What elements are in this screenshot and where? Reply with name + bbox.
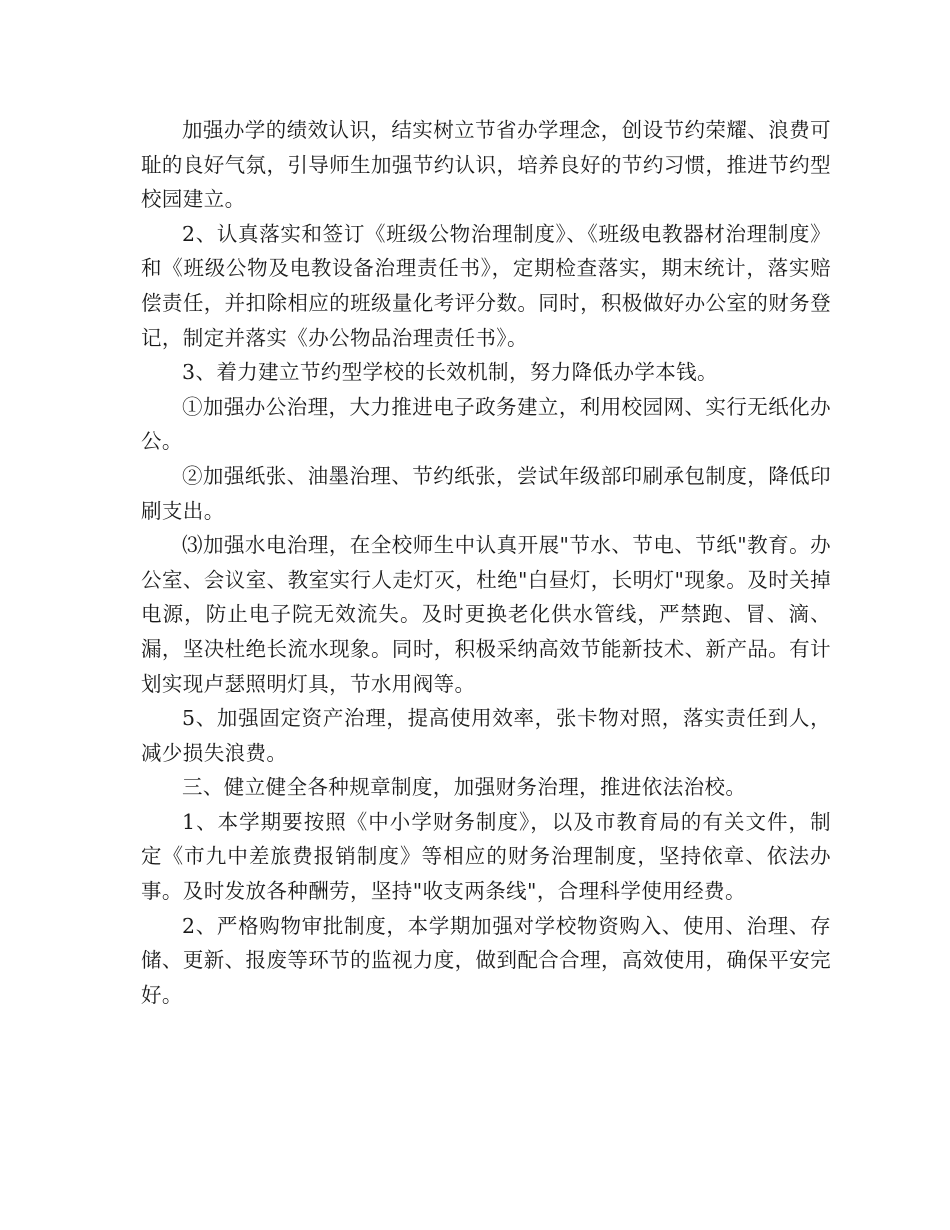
document-body <box>141 113 831 1012</box>
paragraph-1: 加强办学的绩效认识，结实树立节省办学理念，创设节约荣耀、浪费可耻的良好气氛，引导师生加强节约认识，培养良好的节约习惯，推进节约型校园建立。 <box>141 118 831 212</box>
paragraph-3: 3、着力建立节约型学校的长效机制，努力降低办学本钱。 <box>182 360 718 385</box>
paragraph-8: 三、健立健全各种规章制度，加强财务治理，推进依法治校。 <box>182 775 747 800</box>
paragraph-9: 1、本学期要按照《中小学财务制度》，以及市教育局的有关文件，制定《市九中差旅费报销制度》等相应的财务治理制度，坚持依章、依法办事。及时发放各种酬劳，坚持"收支两条线"，合理科学使用经费。 <box>141 809 831 904</box>
paragraph-10: 2、严格购物审批制度，本学期加强对学校物资购入、使用、治理、存储、更新、报废等环节的监视力度，做到配合合理，高效使用，确保平安完好。 <box>141 913 831 1007</box>
paragraph-2: 2、认真落实和签订《班级公物治理制度》、《班级电教器材治理制度》和《班级公物及电教设备治理责任书》，定期检查落实，期末统计，落实赔偿责任，并扣除相应的班级量化考评分数。同时，积极做好办公室的财务登记，制定并落实《办公物品治理责任书》。 <box>141 221 831 350</box>
paragraph-7: 5、加强固定资产治理，提高使用效率，张卡物对照，落实责任到人，减少损失浪费。 <box>141 706 831 765</box>
paragraph-5: ②加强纸张、油墨治理、节约纸张，尝试年级部印刷承包制度，降低印刷支出。 <box>141 463 831 523</box>
paragraph-4: ①加强办公治理，大力推进电子政务建立，利用校园网、实行无纸化办公。 <box>141 394 831 454</box>
paragraph-6: ⑶加强水电治理，在全校师生中认真开展"节水、节电、节纸"教育。办公室、会议室、教室实行人走灯灭，杜绝"白昼灯，长明灯"现象。及时关掉电源，防止电子院无效流失。及时更换老化供水管线，严禁跑、冒、滴、漏，坚决杜绝长流水现象。同时，积极采纳高效节能新技术、新产品。有计划实现卢瑟照明灯具，节水用阀等。 <box>141 533 831 696</box>
